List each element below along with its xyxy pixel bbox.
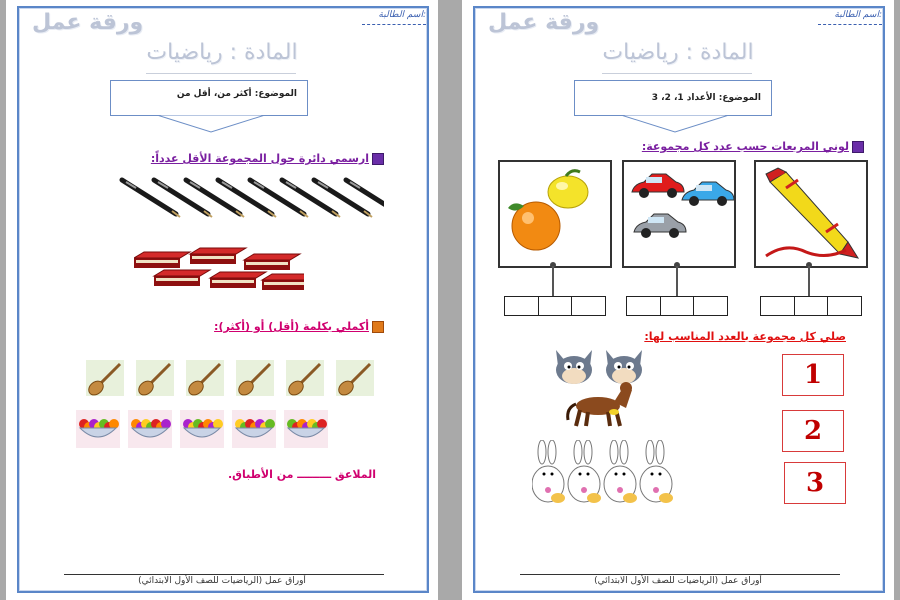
rabbit-icon <box>640 440 673 503</box>
spoon-icon <box>336 360 374 398</box>
worksheet-title: ورقة عمل <box>488 10 600 35</box>
book-icon <box>244 254 300 270</box>
task-bullet-icon <box>372 153 384 165</box>
footer-text: أوراق عمل (الرياضيات للصف الأول الابتدائي) <box>138 576 306 586</box>
footer-line <box>64 574 384 575</box>
crayon-picture <box>756 162 866 266</box>
fill-sentence: الملاعق ـــــــــ من الأطباق. <box>227 468 376 481</box>
fruit-bowl-icon <box>180 410 224 448</box>
task-match-number: صلي كل مجموعة بالعدد المناسب لها: <box>644 330 846 343</box>
student-name-line <box>362 24 426 25</box>
topic-arrow-icon <box>156 115 266 133</box>
topic-box <box>574 80 772 116</box>
topic-text: الموضوع: الأعداد 1، 2، 3 <box>651 93 761 103</box>
worksheet-page-left <box>6 0 438 600</box>
subject-underline <box>602 73 752 74</box>
topic-box <box>110 80 308 116</box>
pen-icon <box>218 180 276 217</box>
cars-picture <box>624 162 734 266</box>
horse-picture <box>562 380 642 430</box>
cat-icon <box>606 350 642 384</box>
worksheet-page-right <box>462 0 894 600</box>
student-name-label: اسم الطالبة: <box>834 10 882 20</box>
pen-icon <box>250 180 308 217</box>
worksheet-title: ورقة عمل <box>32 10 144 35</box>
answer-squares[interactable] <box>504 296 606 316</box>
cars-box <box>622 160 736 268</box>
pens-group <box>114 176 384 220</box>
pen-icon <box>282 180 340 217</box>
fruit-bowl-icon <box>232 410 276 448</box>
bowls-group <box>76 410 346 450</box>
subject-heading: المادة : رياضيات <box>146 40 298 65</box>
car-icon <box>632 174 684 198</box>
connector-line <box>552 266 554 296</box>
spoon-icon <box>236 360 274 398</box>
book-icon <box>190 248 246 264</box>
rabbit-icon <box>568 440 601 503</box>
topic-arrow-icon <box>620 115 730 133</box>
answer-squares[interactable] <box>626 296 728 316</box>
pen-icon <box>186 180 244 217</box>
topic-text: الموضوع: أكثر من، أقل من <box>176 89 297 99</box>
spoon-icon <box>136 360 174 398</box>
pen-icon <box>314 180 372 217</box>
fruit-bowl-icon <box>76 410 120 448</box>
book-icon <box>210 272 266 288</box>
rabbit-icon <box>604 440 637 503</box>
footer-line <box>520 574 840 575</box>
footer-text: أوراق عمل (الرياضيات للصف الأول الابتدائي) <box>594 576 762 586</box>
pen-icon <box>122 180 180 217</box>
spoons-group <box>84 358 394 398</box>
fruits-picture <box>500 162 610 266</box>
pen-icon <box>154 180 212 217</box>
connector-line <box>808 266 810 296</box>
book-icon <box>154 270 210 286</box>
spoon-icon <box>286 360 324 398</box>
spoon-icon <box>186 360 224 398</box>
fruit-bowl-icon <box>284 410 328 448</box>
books-group <box>134 242 304 302</box>
book-icon <box>134 252 190 268</box>
connector-line <box>676 266 678 296</box>
student-name-label: اسم الطالبة: <box>378 10 426 20</box>
number-box-2[interactable]: 2 <box>782 410 844 452</box>
cat-icon <box>556 350 592 384</box>
crayon-box <box>754 160 868 268</box>
student-name-line <box>818 24 882 25</box>
task-bullet-icon <box>852 141 864 153</box>
task-circle-less: ارسمي دائرة حول المجموعة الأقل عدداً: <box>151 152 384 165</box>
rabbits-group <box>532 440 682 510</box>
subject-underline <box>146 73 296 74</box>
book-icon <box>262 274 304 290</box>
car-icon <box>634 214 686 238</box>
rabbit-icon <box>532 440 565 503</box>
answer-squares[interactable] <box>760 296 862 316</box>
car-icon <box>682 182 734 206</box>
task-complete-word: أكملي بكلمة (أقل) أو (أكثر): <box>214 320 384 333</box>
subject-heading: المادة : رياضيات <box>602 40 754 65</box>
number-box-1[interactable]: 1 <box>782 354 844 396</box>
task-color-squares: لوني المربعات حسب عدد كل مجموعة: <box>642 140 864 153</box>
number-box-3[interactable]: 3 <box>784 462 846 504</box>
fruits-box <box>498 160 612 268</box>
spoon-icon <box>86 360 124 398</box>
fruit-bowl-icon <box>128 410 172 448</box>
task-bullet-icon <box>372 321 384 333</box>
